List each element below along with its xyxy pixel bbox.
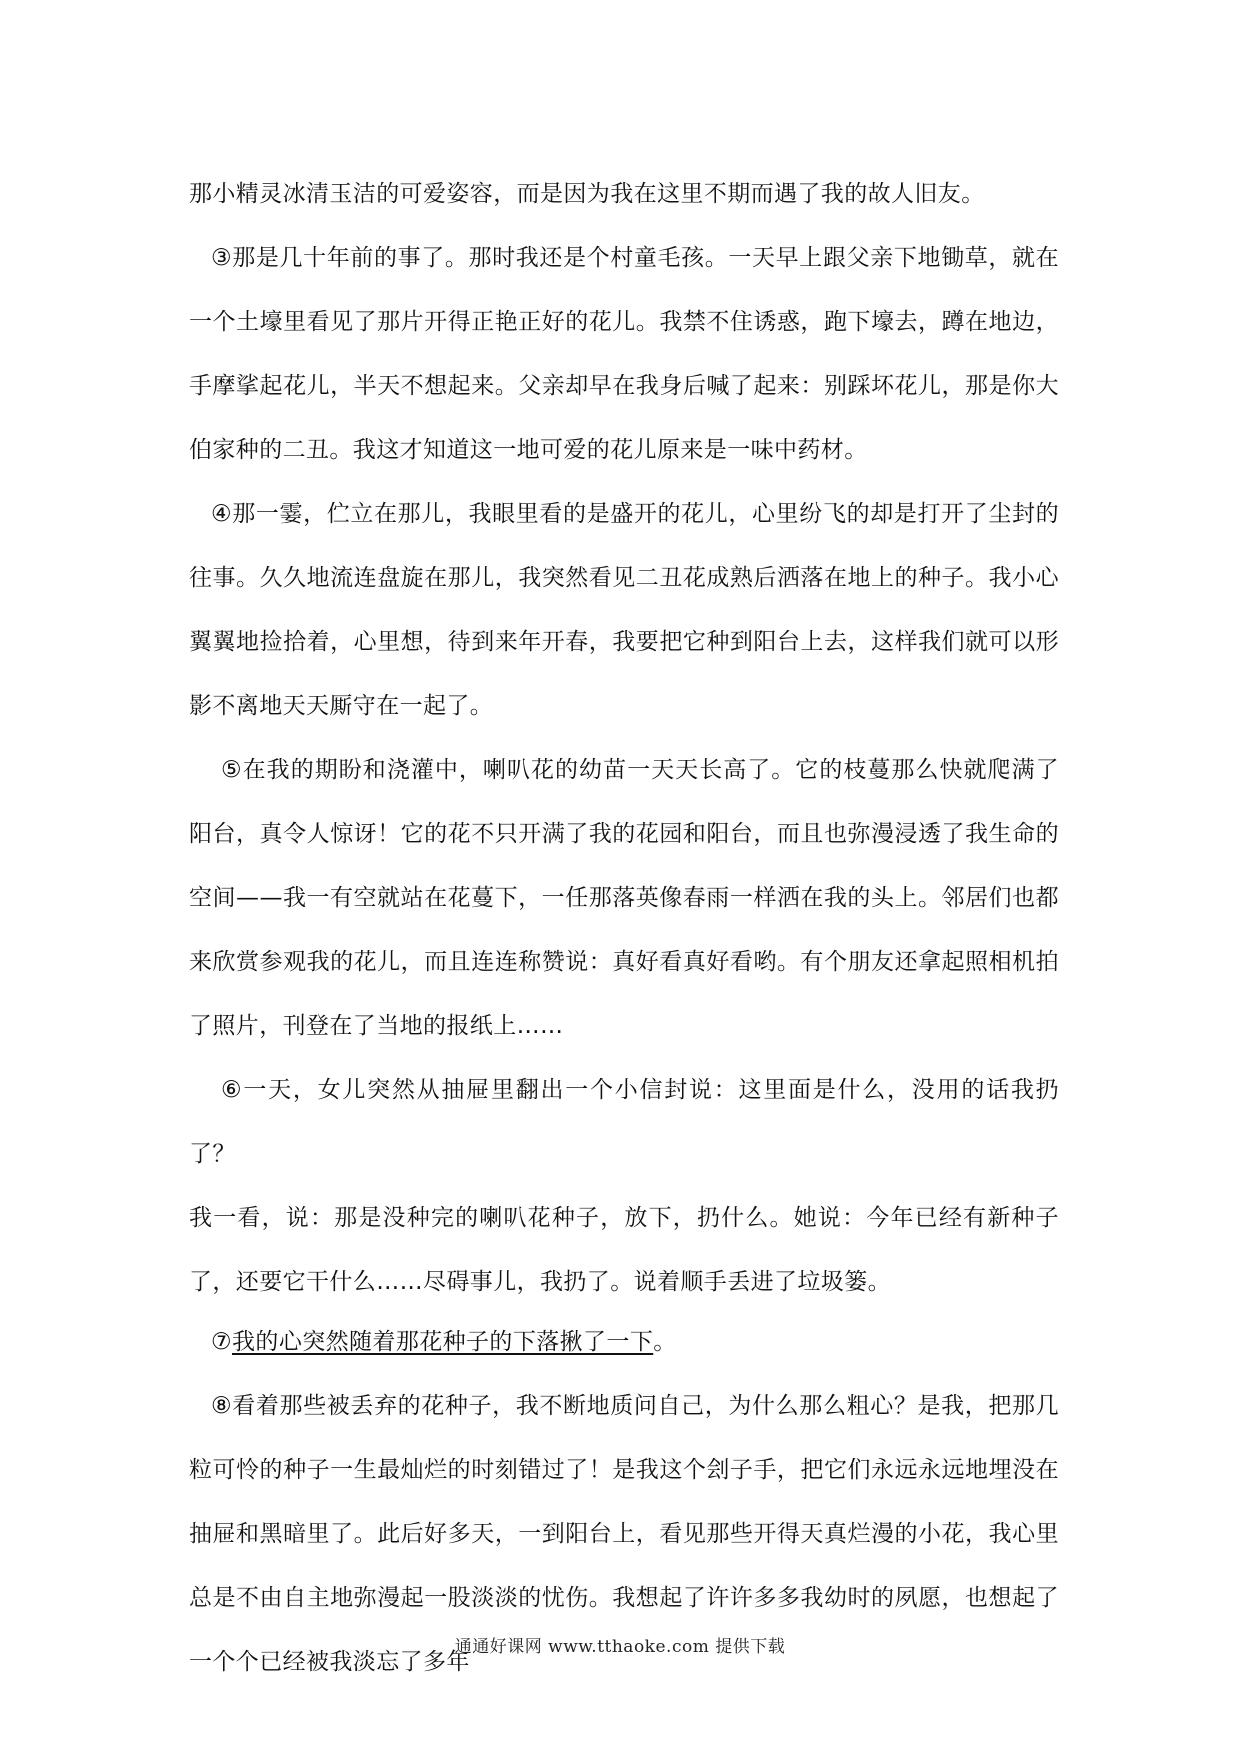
paragraph-7-tail: 。	[653, 1329, 677, 1355]
paragraph-7	[189, 1310, 1059, 1374]
paragraph-7-marker: ⑦	[211, 1329, 233, 1355]
download-footer: 通通好课网 www.tthaoke.com 提供下载	[454, 1637, 786, 1657]
paragraph-6-continued: 我一看，说：那是没种完的喇叭花种子，放下，扔什么。她说：今年已经有新种子了，还要它干什么……尽碍事儿，我扔了。说着顺手丢进了垃圾篓。	[189, 1205, 1059, 1295]
paragraph-3: ③那是几十年前的事了。那时我还是个村童毛孩。一天早上跟父亲下地锄草，就在一个土壕里看见了那片开得正艳正好的花儿。我禁不住诱惑，跑下壕去，蹲在地边，手摩挲起花儿，半天不想起来。父亲却早在我身后喊了起来：别踩坏花儿，那是你大伯家种的二丑。我这才知道这一地可爱的花儿原来是一味中药材。	[189, 245, 1059, 463]
article-body	[189, 162, 1059, 1694]
paragraph-continued: 那小精灵冰清玉洁的可爱姿容，而是因为我在这里不期而遇了我的故人旧友。	[189, 181, 985, 207]
paragraph-4: ④那一霎，伫立在那儿，我眼里看的是盛开的花儿，心里纷飞的却是打开了尘封的往事。久久地流连盘旋在那儿，我突然看见二丑花成熟后洒落在地上的种子。我小心翼翼地捡拾着，心里想，待到来年开春，我要把它种到阳台上去，这样我们就可以形影不离地天天厮守在一起了。	[189, 501, 1059, 719]
paragraph-8: ⑧看着那些被丢弃的花种子，我不断地质问自己，为什么那么粗心？是我，把那几粒可怜的种子一生最灿烂的时刻错过了！是我这个刽子手，把它们永远永远地埋没在抽屉和黑暗里了。此后好多天，一到阳台上，看见那些开得天真烂漫的小花，我心里总是不由自主地弥漫起一股淡淡的忧伤。我想起了许许多多我幼时的夙愿，也想起了一个个已经被我淡忘了多年	[189, 1393, 1059, 1675]
underlined-sentence: 我的心突然随着那花种子的下落揪了一下	[232, 1329, 654, 1355]
paragraph-6: ⑥一天，女儿突然从抽屉里翻出一个小信封说：这里面是什么，没用的话我扔了？	[189, 1077, 1059, 1167]
paragraph-5: ⑤在我的期盼和浇灌中，喇叭花的幼苗一天天长高了。它的枝蔓那么快就爬满了阳台，真令人惊讶！它的花不只开满了我的花园和阳台，而且也弥漫浸透了我生命的空间——我一有空就站在花蔓下，一任那落英像春雨一样洒在我的头上。邻居们也都来欣赏参观我的花儿，而且连连称赞说：真好看真好看哟。有个朋友还拿起照相机拍了照片，刊登在了当地的报纸上……	[189, 757, 1059, 1039]
